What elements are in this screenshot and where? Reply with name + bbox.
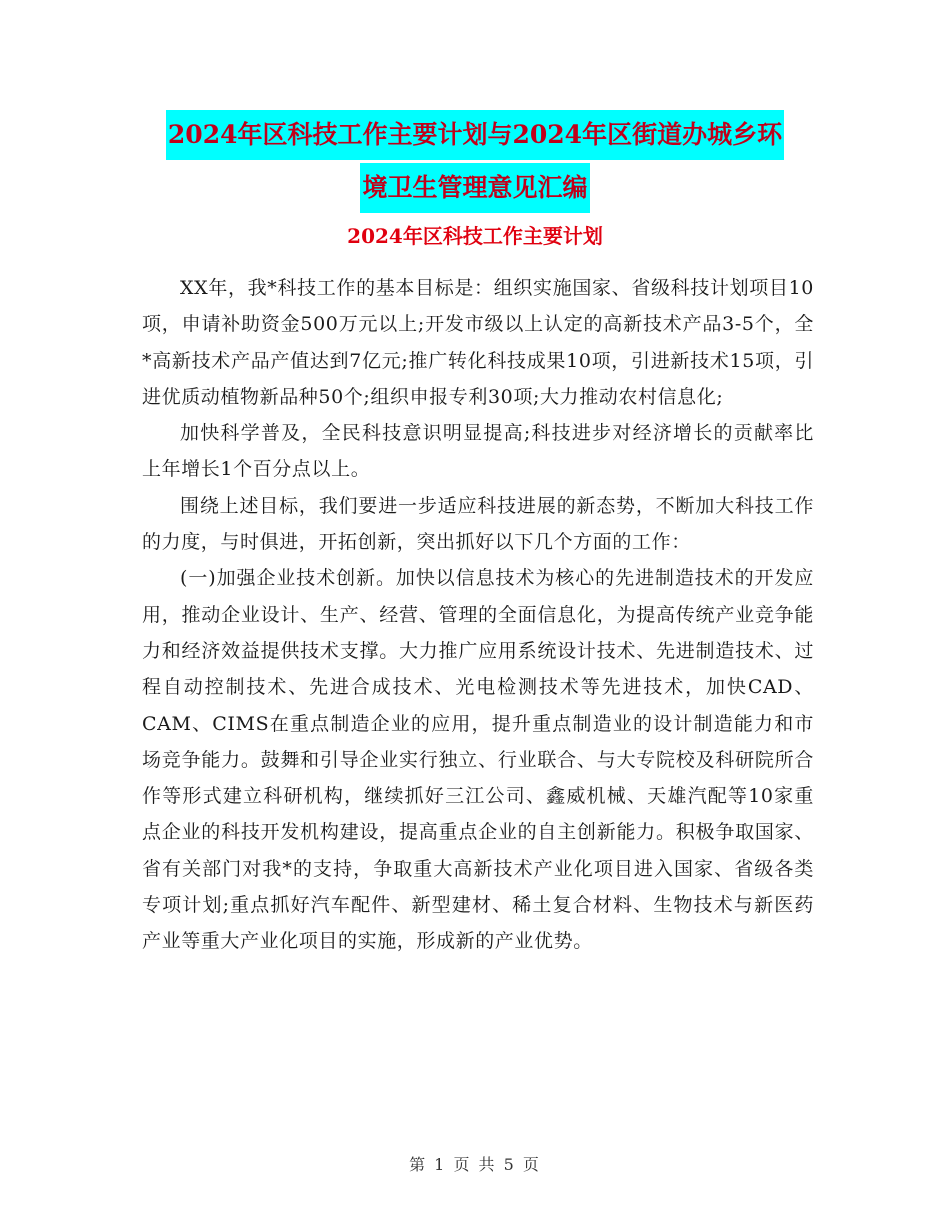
title-line-1: 2024年区科技工作主要计划与2024年区街道办城乡环 <box>166 110 784 160</box>
page-footer: 第 1 页 共 5 页 <box>409 1155 541 1174</box>
paragraph: 围绕上述目标，我们要进一步适应科技进展的新态势，不断加大科技工作的力度，与时俱进，开拓创新，突出抓好以下几个方面的工作： <box>142 494 814 554</box>
document-title <box>0 110 950 216</box>
section-heading: 2024年区科技工作主要计划 <box>347 224 603 248</box>
paragraph: (一)加强企业技术创新。加快以信息技术为核心的先进制造技术的开发应用，推动企业设计、生产、经营、管理的全面信息化，为提高传统产业竞争能力和经济效益提供技术支撑。大力推广应用系统设计技术、先进制造技术、过程自动控制技术、先进合成技术、光电检测技术等先进技术，加快CAD、CAM、CIMS在重点制造企业的应用，提升重点制造业的设计制造能力和市场竞争能力。鼓舞和引导企业实行独立、行业联合、与大专院校及科研院所合作等形式建立科研机构，继续抓好三江公司、鑫威机械、天雄汽配等10家重点企业的科技开发机构建设，提高重点企业的自主创新能力。积极争取国家、省有关部门对我*的支持，争取重大高新技术产业化项目进入国家、省级各类专项计划;重点抓好汽车配件、新型建材、稀土复合材料、生物技术与新医药产业等重大产业化项目的实施，形成新的产业优势。 <box>142 567 814 953</box>
title-line-2: 境卫生管理意见汇编 <box>360 163 589 213</box>
paragraph: XX年，我*科技工作的基本目标是：组织实施国家、省级科技计划项目10项，申请补助资金500万元以上;开发市级以上认定的高新技术产品3-5个，全*高新技术产品产值达到7亿元;推广转化科技成果10项，引进新技术15项，引进优质动植物新品种50个;组织申报专利30项;大力推动农村信息化; <box>142 277 814 408</box>
paragraph: 加快科学普及，全民科技意识明显提高;科技进步对经济增长的贡献率比上年增长1个百分点以上。 <box>142 422 814 481</box>
document-body <box>142 270 814 960</box>
